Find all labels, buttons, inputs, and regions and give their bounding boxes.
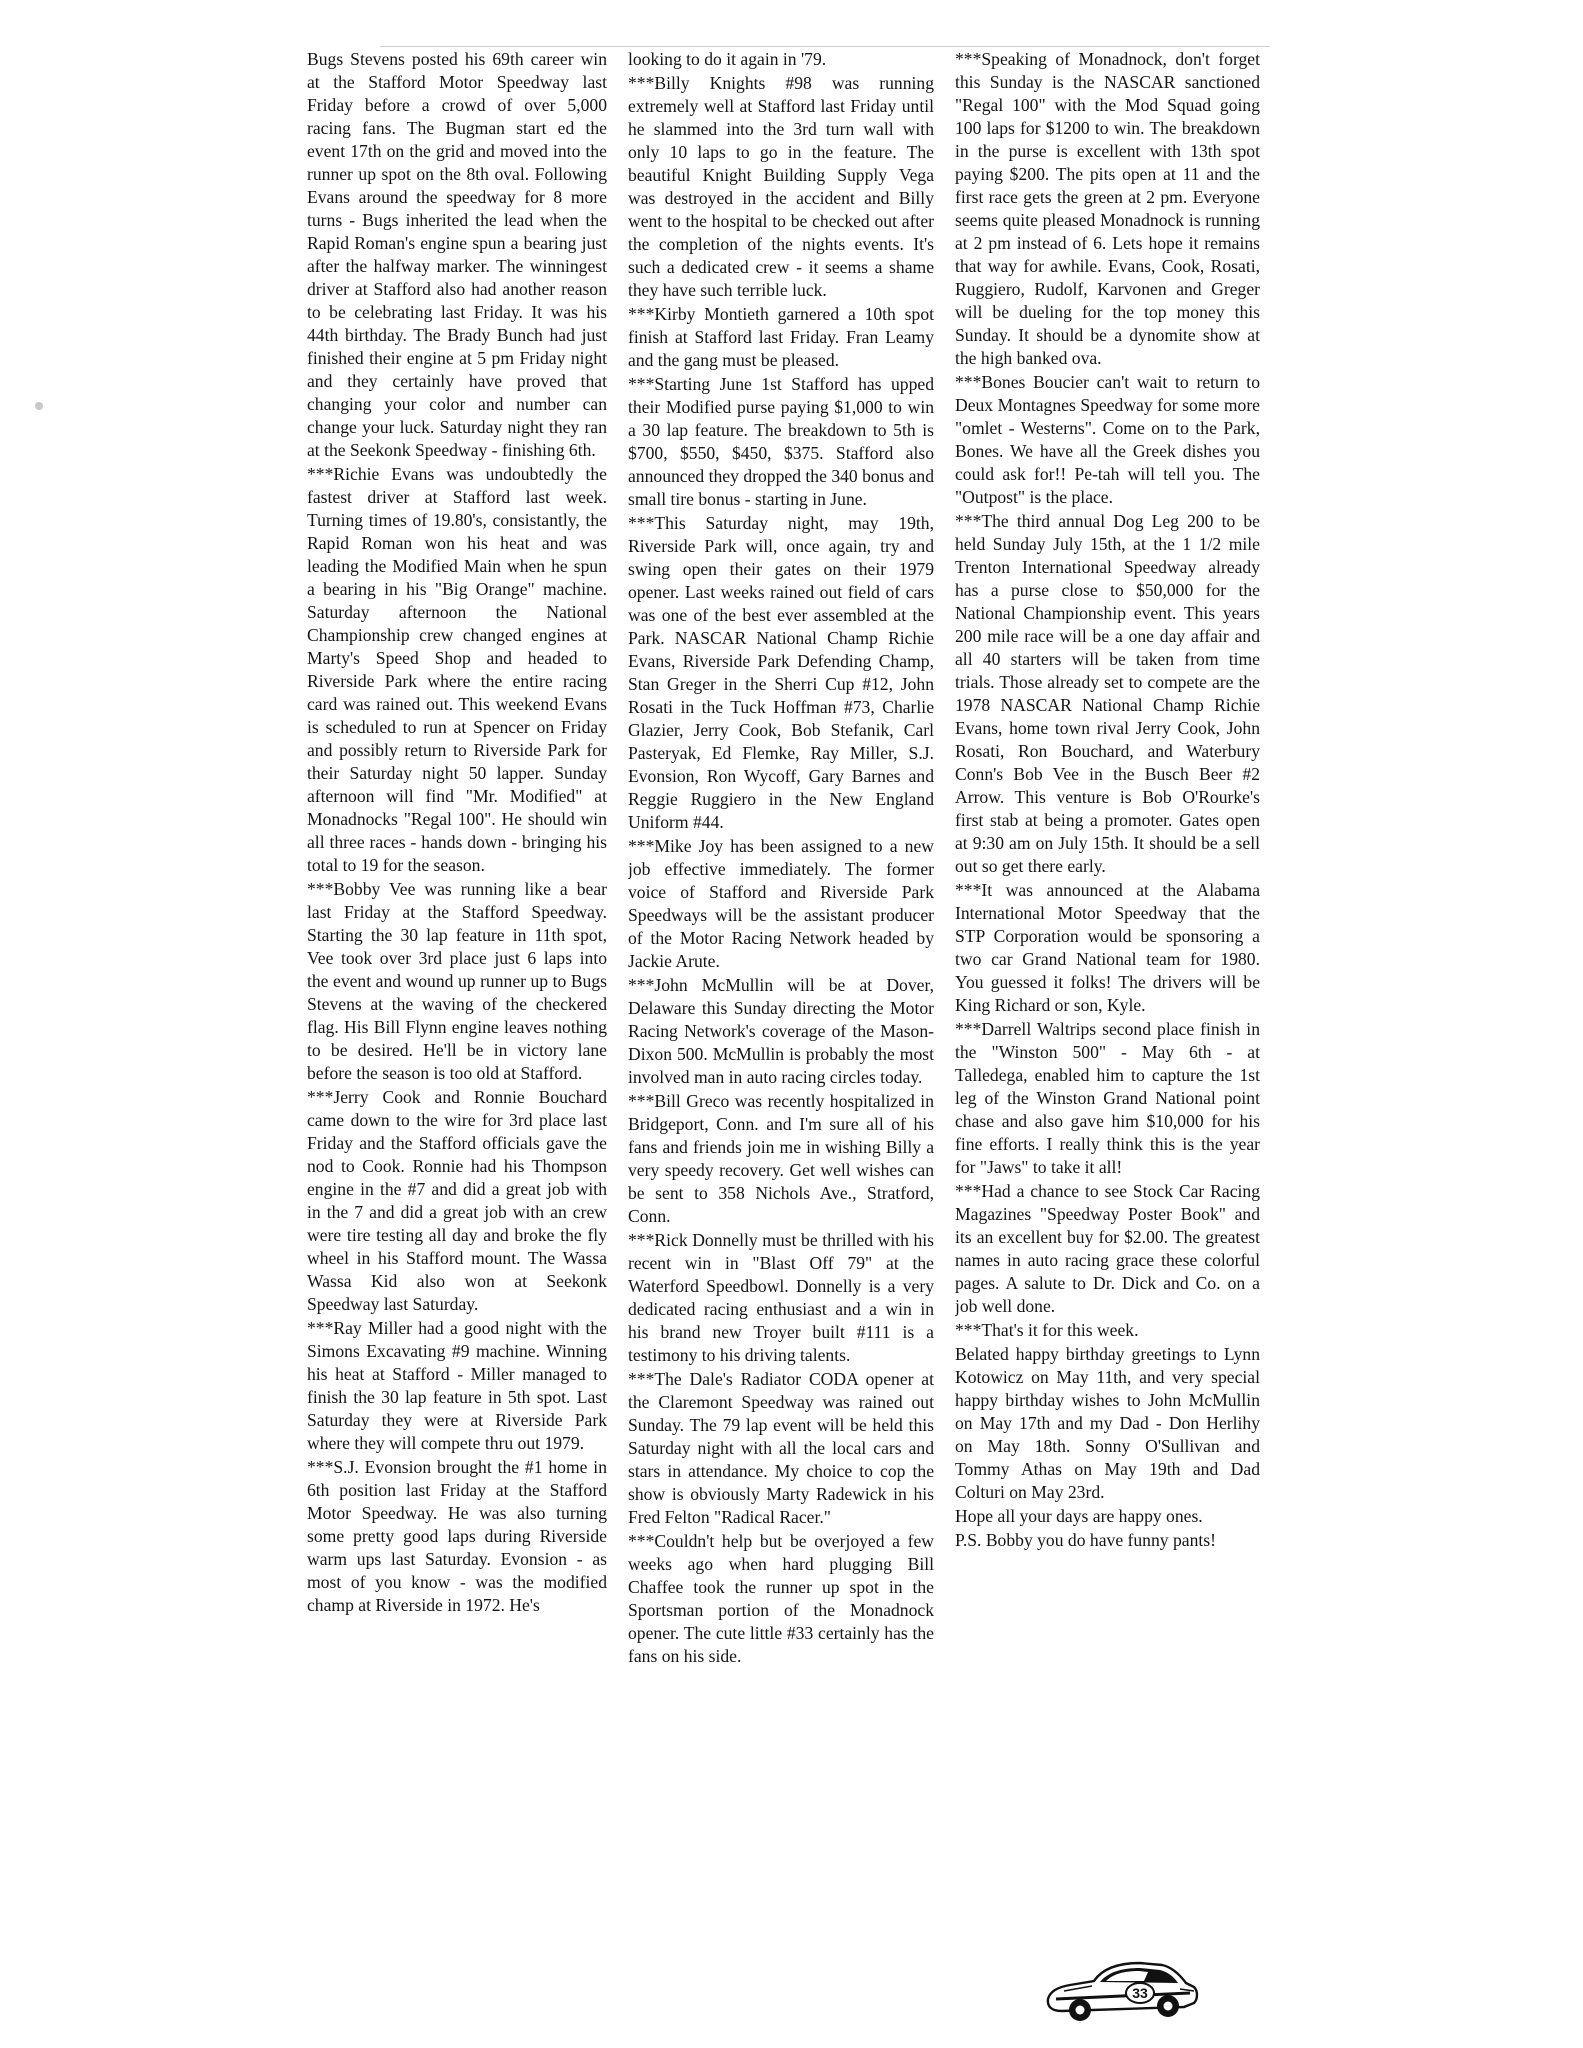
top-rule: [380, 46, 1270, 47]
article-column-3: [955, 48, 1260, 2038]
paragraph: Bugs Stevens posted his 69th career win at the Stafford Motor Speedway last Friday before a crowd of over 5,000 racing fans. The Bugman start ed the event 17th on the grid and moved into the runner up spot on the 8th oval. Following Evans around the speedway for 8 more turns - Bugs inherited the lead when the Rapid Roman's engine spun a bearing just after the halfway marker. The winningest driver at Stafford also had another reason to be celebrating last Friday. It was his 44th birthday. The Brady Bunch had just finished their engine at 5 pm Friday night and they certainly have proved that changing your color and number can change your luck. Saturday night they ran at the Seekonk Speedway - finishing 6th.: [307, 49, 607, 460]
car-number: 33: [1132, 1985, 1148, 2001]
paragraph: ***Jerry Cook and Ronnie Bouchard came down to the wire for 3rd place last Friday and the Stafford officials gave the nod to Cook. Ronnie had his Thompson engine in the #7 and did a great job with in the 7 and did a great job with an crew were tire testing all day and broke the fly wheel in his Stafford mount. The Wassa Wassa Kid also won at Seekonk Speedway last Saturday.: [307, 1087, 607, 1314]
paragraph: ***Speaking of Monadnock, don't forget this Sunday is the NASCAR sanctioned "Regal 100" with the Mod Squad going 100 laps for $1200 to win. The breakdown in the purse is excellent with 13th spot paying $200. The pits open at 11 and the first race gets the green at 2 pm. Everyone seems quite pleased Monadnock is running at 2 pm instead of 6. Lets hope it remains that way for awhile. Evans, Cook, Rosati, Ruggiero, Rudolf, Karvonen and Greger will be dueling for the top money this Sunday. It should be a dynomite show at the high banked ova.: [955, 49, 1260, 368]
paragraph: ***Ray Miller had a good night with the Simons Excavating #9 machine. Winning his heat at Stafford - Miller managed to finish the 30 lap feature in 5th spot. Last Saturday they were at Riverside Park where they will compete thru out 1979.: [307, 1318, 607, 1453]
article-column-2: [628, 48, 934, 2038]
paragraph: P.S. Bobby you do have funny pants!: [955, 1530, 1216, 1550]
paragraph: ***Had a chance to see Stock Car Racing Magazines "Speedway Poster Book" and its an excellent buy for $2.00. The greatest names in auto racing grace these colorful pages. A salute to Dr. Dick and Co. on a job well done.: [955, 1181, 1260, 1316]
paragraph: ***This Saturday night, may 19th, Riverside Park will, once again, try and swing open their gates on their 1979 opener. Last weeks rained out field of cars was one of the best ever assembled at the Park. NASCAR National Champ Richie Evans, Riverside Park Defending Champ, Stan Greger in the Sherri Cup #12, John Rosati in the Tuck Hoffman #73, Charlie Glazier, Jerry Cook, Bob Stefanik, Carl Pasteryak, Ed Flemke, Ray Miller, S.J. Evonsion, Ron Wycoff, Gary Barnes and Reggie Ruggiero in the New England Uniform #44.: [628, 513, 934, 832]
paragraph: ***Darrell Waltrips second place finish in the "Winston 500" - May 6th - at Talledega, enabled him to capture the 1st leg of the Winston Grand National point chase and also gave him $10,000 for his fine efforts. I really think this is the year for "Jaws" to take it all!: [955, 1019, 1260, 1177]
paragraph: Hope all your days are happy ones.: [955, 1506, 1203, 1526]
article-column-1: [307, 48, 607, 2038]
paragraph: ***The Dale's Radiator CODA opener at the Claremont Speedway was rained out Sunday. The 79 lap event will be held this Saturday night with all the local cars and stars in attendance. My choice to cop the show is obviously Marty Radewick in his Fred Felton "Radical Racer.": [628, 1369, 934, 1527]
paragraph: ***Billy Knights #98 was running extremely well at Stafford last Friday until he slammed into the 3rd turn wall with only 10 laps to go in the feature. The beautiful Knight Building Supply Vega was destroyed in the accident and Billy went to the hospital to be checked out after the completion of the nights events. It's such a dedicated crew - it seems a shame they have such terrible luck.: [628, 73, 934, 300]
scan-speck: [35, 402, 43, 410]
paragraph: ***Starting June 1st Stafford has upped their Modified purse paying $1,000 to win a 30 lap feature. The breakdown to 5th is $700, $550, $450, $375. Stafford also announced they dropped the 340 bonus and small tire bonus - starting in June.: [628, 374, 934, 509]
paragraph: ***It was announced at the Alabama International Motor Speedway that the STP Corporation would be sponsoring a two car Grand National team for 1980. You guessed it folks! The drivers will be King Richard or son, Kyle.: [955, 880, 1260, 1015]
paragraph: ***Bobby Vee was running like a bear last Friday at the Stafford Speedway. Starting the 30 lap feature in 11th spot, Vee took over 3rd place just 6 laps into the event and wound up runner up to Bugs Stevens at the waving of the checkered flag. His Bill Flynn engine leaves nothing to be desired. He'll be in victory lane before the season is too old at Stafford.: [307, 879, 607, 1083]
paragraph: ***S.J. Evonsion brought the #1 home in 6th position last Friday at the Stafford Motor Speedway. He was also turning some pretty good laps during Riverside warm ups last Saturday. Evonsion - as most of you know - was the modified champ at Riverside in 1972. He's: [307, 1457, 607, 1615]
paragraph: ***Kirby Montieth garnered a 10th spot finish at Stafford last Friday. Fran Leamy and the gang must be pleased.: [628, 304, 934, 370]
paragraph: ***Mike Joy has been assigned to a new job effective immediately. The former voice of Stafford and Riverside Park Speedways will be the assistant producer of the Motor Racing Network headed by Jackie Arute.: [628, 836, 934, 971]
paragraph: ***The third annual Dog Leg 200 to be held Sunday July 15th, at the 1 1/2 mile Trenton International Speedway already has a purse close to $50,000 for the National Championship event. This years 200 mile race will be a one day affair and all 40 starters will be taken from time trials. Those already set to compete are the 1978 NASCAR National Champ Richie Evans, home town rival Jerry Cook, John Rosati, Ron Bouchard, and Waterbury Conn's Bob Vee in the Busch Beer #2 Arrow. This venture is Bob O'Rourke's first stab at being a promoter. Gates open at 9:30 am on July 15th. It should be a sell out so get there early.: [955, 511, 1260, 876]
paragraph: looking to do it again in '79.: [628, 49, 827, 69]
race-car-icon: [1044, 1955, 1200, 2025]
paragraph: ***Couldn't help but be overjoyed a few weeks ago when hard plugging Bill Chaffee took the runner up spot in the Sportsman portion of the Monadnock opener. The cute little #33 certainly has the fans on his side.: [628, 1531, 934, 1666]
paragraph: ***Bones Boucier can't wait to return to Deux Montagnes Speedway for some more "omlet - Westerns". Come on to the Park, Bones. We have all the Greek dishes you could ask for!! Pe-tah will tell you. The "Outpost" is the place.: [955, 372, 1260, 507]
paragraph: ***Rick Donnelly must be thrilled with his recent win in "Blast Off 79" at the Waterford Speedbowl. Donnelly is a very dedicated racing enthusiast and a win in his brand new Troyer built #111 is a testimony to his driving talents.: [628, 1230, 934, 1365]
paragraph: Belated happy birthday greetings to Lynn Kotowicz on May 11th, and very special happy birthday wishes to John McMullin on May 17th and my Dad - Don Herlihy on May 18th. Sonny O'Sullivan and Tommy Athas on May 19th and Dad Colturi on May 23rd.: [955, 1344, 1260, 1502]
paragraph: ***Bill Greco was recently hospitalized in Bridgeport, Conn. and I'm sure all of his fans and friends join me in wishing Billy a very speedy recovery. Get well wishes can be sent to 358 Nichols Ave., Stratford, Conn.: [628, 1091, 934, 1226]
paragraph: ***That's it for this week.: [955, 1320, 1139, 1340]
paragraph: ***Richie Evans was undoubtedly the fastest driver at Stafford last week. Turning times of 19.80's, consistantly, the Rapid Roman won his heat and was leading the Modified Main when he spun a bearing in his "Big Orange" machine. Saturday afternoon the National Championship crew changed engines at Marty's Speed Shop and headed to Riverside Park where the entire racing card was rained out. This weekend Evans is scheduled to run at Spencer on Friday and possibly return to Riverside Park for their Saturday night 50 lapper. Sunday afternoon will find "Mr. Modified" at Monadnocks "Regal 100". He should win all three races - hands down - bringing his total to 19 for the season.: [307, 464, 607, 875]
paragraph: ***John McMullin will be at Dover, Delaware this Sunday directing the Motor Racing Network's coverage of the Mason-Dixon 500. McMullin is probably the most involved man in auto racing circles today.: [628, 975, 934, 1087]
